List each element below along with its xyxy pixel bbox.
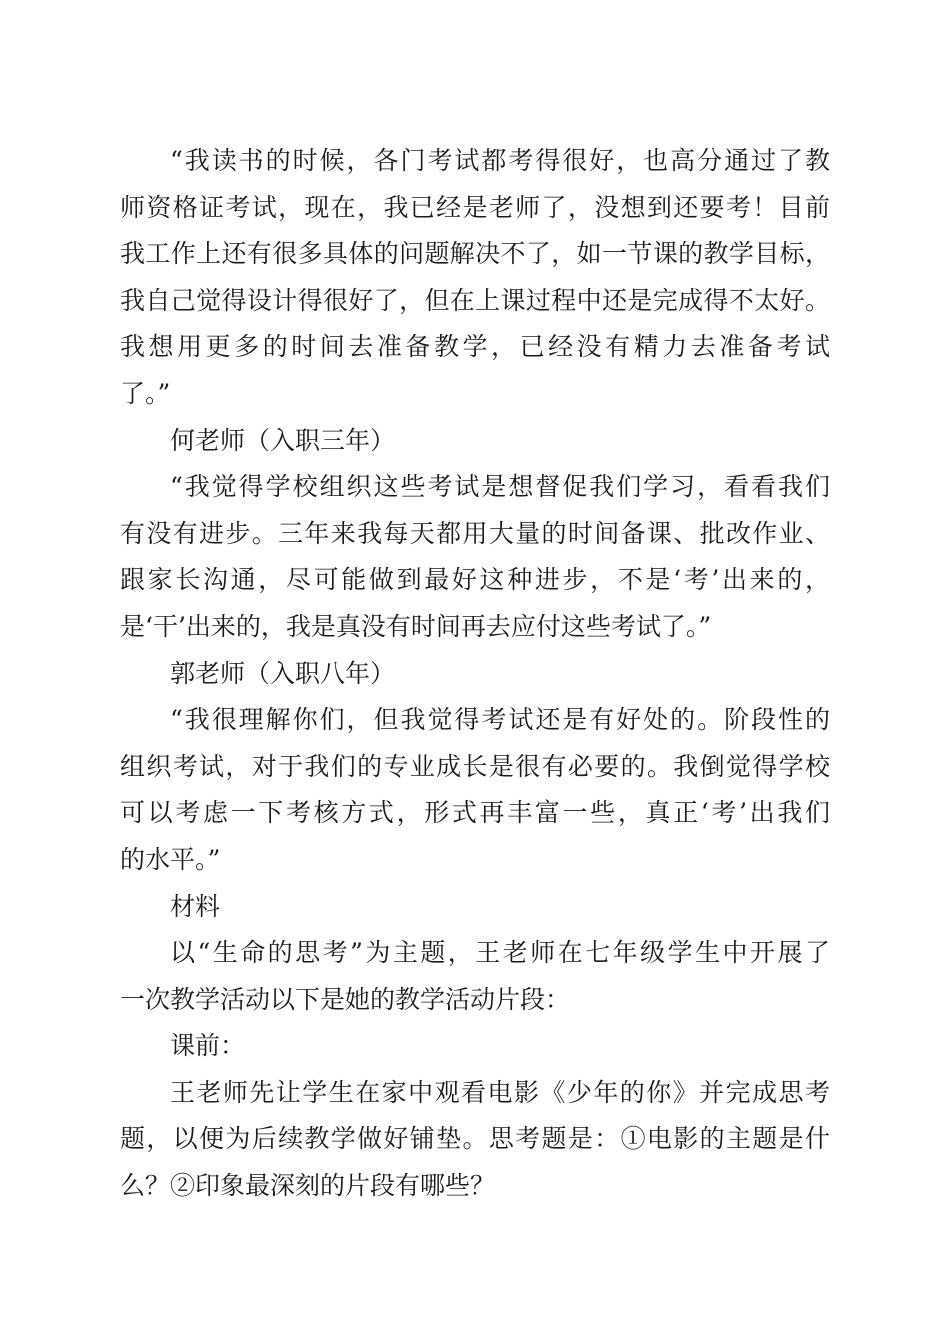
text-line: 么？②印象最深刻的片段有哪些？ <box>120 1171 496 1201</box>
section-label: 课前： <box>170 1031 246 1061</box>
text-line: 我想用更多的时间去准备教学，已经没有精力去准备考试 <box>120 332 830 362</box>
text-line: 是‘干’出来的，我是真没有时间再去应付这些考试了。” <box>120 611 712 641</box>
text-line: “我觉得学校组织这些考试是想督促我们学习，看看我们 <box>170 472 830 502</box>
text-line: 我自己觉得设计得很好了，但在上课过程中还是完成得不太好。 <box>120 285 830 315</box>
text-line: 跟家长沟通，尽可能做到最好这种进步，不是‘考’出来的， <box>120 565 830 595</box>
text-line: 一次教学活动以下是她的教学活动片段： <box>120 984 571 1014</box>
document-page <box>120 138 830 1210</box>
text-line: 可以考虑一下考核方式，形式再丰富一些，真正‘考’出我们 <box>120 798 830 828</box>
text-line: 以“生命的思考”为主题，王老师在七年级学生中开展了 <box>170 938 830 968</box>
text-line: 有没有进步。三年来我每天都用大量的时间备课、批改作业、 <box>120 518 830 548</box>
text-line: 题，以便为后续教学做好铺垫。思考题是：①电影的主题是什 <box>120 1124 830 1154</box>
section-label: 材料 <box>170 891 221 921</box>
text-line: 师资格证考试，现在，我已经是老师了，没想到还要考！目前 <box>120 192 830 222</box>
text-line: 组织考试，对于我们的专业成长是很有必要的。我倒觉得学校 <box>120 751 830 781</box>
text-line: “我读书的时候，各门考试都考得很好，也高分通过了教 <box>170 146 830 175</box>
speaker-label: 何老师（入职三年） <box>170 425 396 455</box>
text-line: “我很理解你们，但我觉得考试还是有好处的。阶段性的 <box>170 705 830 735</box>
text-line: 了。” <box>120 378 171 408</box>
text-line: 我工作上还有很多具体的问题解决不了，如一节课的教学目标， <box>120 239 830 269</box>
text-line: 王老师先让学生在家中观看电影《少年的你》并完成思考 <box>170 1077 830 1107</box>
speaker-label: 郭老师（入职八年） <box>170 658 396 688</box>
text-line: 的水平。” <box>120 844 221 874</box>
